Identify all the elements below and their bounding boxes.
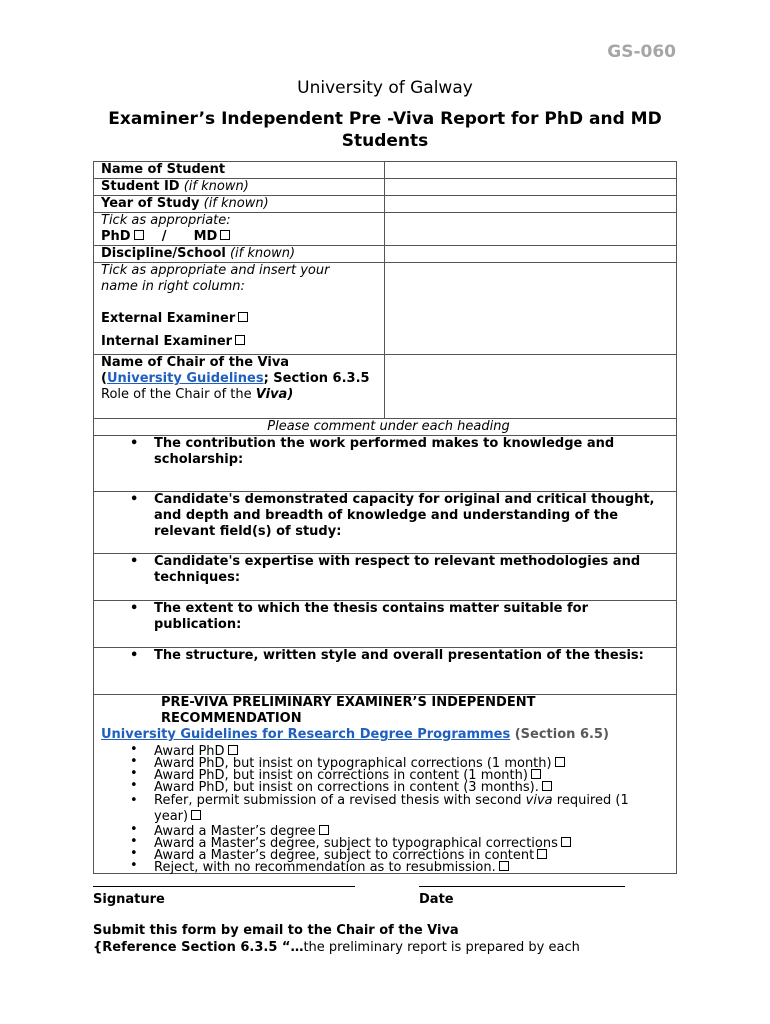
- form-code: GS-060: [607, 42, 676, 62]
- tick-instruction: Tick as appropriate:: [101, 213, 231, 228]
- date-label: Date: [419, 892, 454, 907]
- discipline-field[interactable]: [385, 246, 677, 263]
- examiner-type-label: [94, 263, 385, 355]
- year-label: [94, 196, 385, 213]
- option-refer[interactable]: • Refer, permit submission of a revised thesis with second viva required (1 year): [130, 793, 629, 824]
- student-id-label: [94, 179, 385, 196]
- external-examiner-checkbox[interactable]: [238, 312, 248, 322]
- chair-role-prefix: Role of the Chair of the: [101, 387, 252, 402]
- comment-heading-3: Candidate's expertise with respect to relevant methodologies and techniques:: [154, 554, 641, 585]
- discipline-note: (if known): [229, 246, 296, 261]
- phd-label: PhD: [101, 229, 131, 244]
- option-masters-typo[interactable]: • Award a Master’s degree, subject to typographical corrections: [101, 837, 676, 849]
- examiner-name-field[interactable]: [385, 263, 677, 355]
- internal-examiner-option: [101, 334, 384, 350]
- student-name-label: Name of Student: [94, 162, 385, 179]
- student-id-note: (if known): [183, 179, 249, 194]
- discipline-text: Discipline/School: [101, 246, 226, 261]
- submit-instruction: Submit this form by email to the Chair of the Viva: [93, 923, 459, 938]
- chair-section: ; Section 6.3.5: [263, 371, 370, 386]
- md-checkbox[interactable]: [220, 230, 230, 240]
- degree-options: [101, 229, 384, 245]
- date-line[interactable]: [419, 876, 625, 887]
- form-title: Examiner’s Independent Pre -Viva Report for PhD and MD Students: [108, 109, 662, 151]
- recommendation-title: PRE-VIVA PRELIMINARY EXAMINER’S INDEPENDENT RECOMMENDATION: [161, 695, 536, 726]
- signature-label: Signature: [93, 892, 165, 907]
- chair-label-cell: [94, 355, 385, 419]
- chair-name-field[interactable]: [385, 355, 677, 419]
- examiner-instruction-2: name in right column:: [101, 279, 245, 294]
- reference-note: [93, 940, 580, 955]
- comment-section-capacity[interactable]: • Candidate's demonstrated capacity for original and critical thought, and depth and breadth of knowledge and understanding of the relevant field(s) of study:: [94, 492, 677, 554]
- phd-checkbox[interactable]: [134, 230, 144, 240]
- comment-instruction: Please comment under each heading: [94, 419, 677, 436]
- option-award-phd[interactable]: • Award PhD: [101, 745, 676, 757]
- comment-heading-4: The extent to which the thesis contains matter suitable for publication:: [154, 601, 589, 632]
- comment-section-contribution[interactable]: • The contribution the work performed makes to knowledge and scholarship:: [94, 436, 677, 492]
- option-reject[interactable]: • Reject, with no recommendation as to resubmission.: [101, 861, 676, 873]
- year-text: Year of Study: [101, 196, 200, 211]
- university-name: University of Galway: [297, 78, 473, 98]
- external-examiner-label: External Examiner: [101, 311, 236, 326]
- option-phd-content-1m[interactable]: • Award PhD, but insist on corrections in content (1 month): [101, 769, 676, 781]
- degree-label: [94, 213, 385, 246]
- internal-examiner-label: Internal Examiner: [101, 334, 233, 349]
- comment-section-publication[interactable]: • The extent to which the thesis contains matter suitable for publication:: [94, 601, 677, 648]
- md-label: MD: [193, 229, 218, 244]
- chair-role-viva: Viva): [255, 387, 294, 402]
- examiner-instruction-1: Tick as appropriate and insert your: [101, 263, 330, 278]
- student-name-field[interactable]: [385, 162, 677, 179]
- chair-guidelines: (University Guidelines; Section 6.3.5: [101, 371, 370, 386]
- reference-bold: {Reference Section 6.3.5 “…: [93, 940, 304, 955]
- recommendation-guidelines: [101, 727, 676, 743]
- comment-section-methodologies[interactable]: • Candidate's expertise with respect to relevant methodologies and techniques:: [94, 554, 677, 601]
- comment-heading-5: The structure, written style and overall presentation of the thesis:: [154, 648, 644, 663]
- year-field[interactable]: [385, 196, 677, 213]
- degree-field[interactable]: [385, 213, 677, 246]
- chair-role: [101, 387, 384, 403]
- research-guidelines-link[interactable]: University Guidelines for Research Degree Programmes: [101, 727, 511, 742]
- reference-text: the preliminary report is prepared by each: [303, 940, 580, 955]
- signature-line[interactable]: [93, 876, 355, 887]
- recommendation-options: [101, 742, 676, 875]
- recommendation-section-ref: (Section 6.5): [514, 727, 609, 742]
- year-note: (if known): [203, 196, 269, 211]
- student-id-text: Student ID: [101, 179, 180, 194]
- comment-heading-2: Candidate's demonstrated capacity for original and critical thought, and depth and breadth of knowledge and understanding of the relevant field(s) of study:: [154, 492, 655, 539]
- option-masters[interactable]: • Award a Master’s degree: [101, 825, 676, 837]
- report-form-table: [93, 161, 677, 874]
- option-phd-content-3m[interactable]: • Award PhD, but insist on corrections in content (3 months).: [101, 781, 676, 793]
- external-examiner-option: [101, 311, 384, 327]
- student-id-field[interactable]: [385, 179, 677, 196]
- option-masters-content[interactable]: • Award a Master’s degree, subject to corrections in content: [101, 849, 676, 861]
- chair-label: Name of Chair of the Viva: [101, 355, 290, 370]
- comment-section-presentation[interactable]: • The structure, written style and overall presentation of the thesis:: [94, 648, 677, 695]
- slash-text: /: [161, 229, 167, 244]
- recommendation-section: [94, 695, 677, 874]
- comment-heading-1: The contribution the work performed makes to knowledge and scholarship:: [154, 436, 615, 467]
- university-guidelines-link[interactable]: University Guidelines: [106, 371, 264, 386]
- internal-examiner-checkbox[interactable]: [235, 335, 245, 345]
- option-phd-typo[interactable]: • Award PhD, but insist on typographical corrections (1 month): [101, 757, 676, 769]
- discipline-label: [94, 246, 385, 263]
